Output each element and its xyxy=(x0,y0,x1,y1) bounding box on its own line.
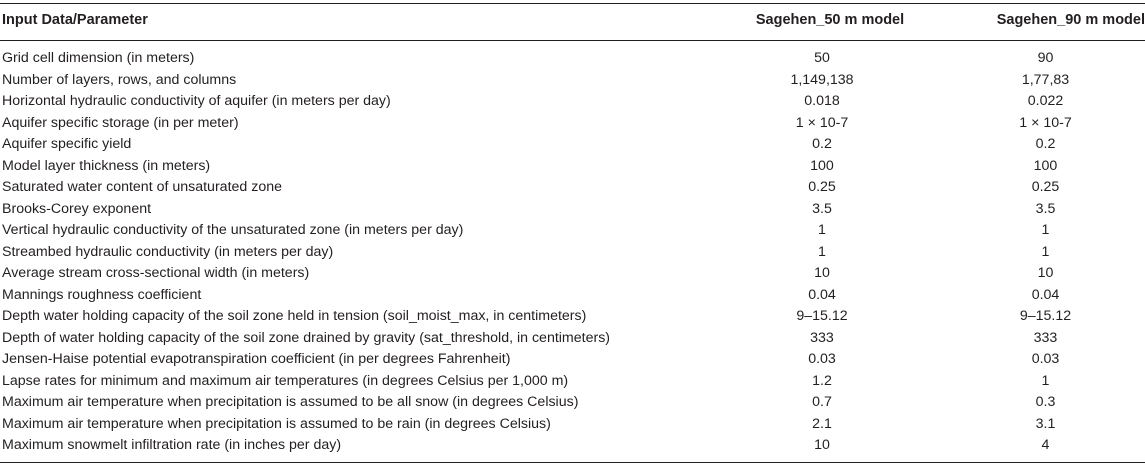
table-row xyxy=(0,435,1145,457)
value-50m-cell: 1.2 xyxy=(812,372,832,389)
header-50m-model: Sagehen_50 m model xyxy=(755,12,905,28)
parameter-cell: Number of layers, rows, and columns xyxy=(2,71,237,88)
parameter-cell: Grid cell dimension (in meters) xyxy=(2,50,195,66)
value-50m-cell: 0.018 xyxy=(804,93,840,109)
value-50m-cell: 0.25 xyxy=(808,179,836,195)
value-50m-cell: 333 xyxy=(810,329,834,346)
table-row xyxy=(0,134,1145,156)
table-row xyxy=(0,414,1145,436)
value-90m-cell: 1 xyxy=(1041,222,1050,238)
value-90m-cell: 100 xyxy=(1033,157,1058,174)
parameter-cell: Aquifer specific yield xyxy=(2,136,132,152)
value-90m-cell: 1 × 10-7 xyxy=(1019,114,1072,131)
value-90m-cell: 3.5 xyxy=(1035,200,1056,217)
table-row xyxy=(0,177,1145,199)
value-90m-cell: 0.25 xyxy=(1031,179,1060,195)
parameter-cell: Brooks-Corey exponent xyxy=(2,200,152,217)
value-90m-cell: 1,77,83 xyxy=(1021,71,1070,88)
parameter-cell: Vertical hydraulic conductivity of the unsaturated zone (in meters per day) xyxy=(2,222,464,238)
table-body xyxy=(0,48,1145,457)
table-row xyxy=(0,263,1145,285)
table-row xyxy=(0,199,1145,221)
table-row xyxy=(0,306,1145,328)
table-row xyxy=(0,328,1145,350)
parameter-cell: Maximum air temperature when precipitation is assumed to be all snow (in degrees Celsius) xyxy=(2,394,579,410)
value-50m-cell: 2.1 xyxy=(812,415,832,432)
value-90m-cell: 90 xyxy=(1037,50,1054,66)
value-50m-cell: 0.7 xyxy=(812,394,832,410)
table-header-rule xyxy=(0,40,1145,41)
table-row xyxy=(0,285,1145,307)
value-50m-cell: 1,149,138 xyxy=(790,71,854,88)
value-50m-cell: 1 × 10-7 xyxy=(795,114,849,131)
value-50m-cell: 9–15.12 xyxy=(796,308,848,324)
table-row xyxy=(0,220,1145,242)
table-row xyxy=(0,113,1145,135)
parameter-cell: Jensen-Haise potential evapotranspiration coefficient (in per degrees Fahrenheit) xyxy=(2,351,511,367)
value-90m-cell: 10 xyxy=(1037,265,1054,281)
table-row xyxy=(0,91,1145,113)
parameter-cell: Maximum snowmelt infiltration rate (in inches per day) xyxy=(2,437,342,453)
value-90m-cell: 1 xyxy=(1041,372,1050,389)
value-90m-cell: 333 xyxy=(1033,329,1058,346)
parameter-cell: Depth water holding capacity of the soil zone held in tension (soil_moist_max, in centimeters) xyxy=(2,308,587,324)
value-50m-cell: 10 xyxy=(814,437,830,453)
parameter-cell: Saturated water content of unsaturated zone xyxy=(2,179,282,195)
value-50m-cell: 100 xyxy=(810,157,834,174)
table-row xyxy=(0,392,1145,414)
value-90m-cell: 9–15.12 xyxy=(1019,308,1072,324)
value-90m-cell: 3.1 xyxy=(1035,415,1056,432)
table-header xyxy=(0,3,1145,40)
table-row xyxy=(0,70,1145,92)
value-50m-cell: 0.04 xyxy=(808,286,836,303)
value-90m-cell: 0.3 xyxy=(1035,394,1056,410)
parameter-cell: Aquifer specific storage (in per meter) xyxy=(2,114,239,131)
value-90m-cell: 0.022 xyxy=(1027,93,1064,109)
table-row xyxy=(0,242,1145,264)
value-50m-cell: 0.03 xyxy=(808,351,836,367)
parameter-cell: Maximum air temperature when precipitation is assumed to be rain (in degrees Celsius) xyxy=(2,415,551,432)
value-50m-cell: 1 xyxy=(818,243,826,260)
value-50m-cell: 50 xyxy=(814,50,830,66)
value-90m-cell: 0.2 xyxy=(1035,136,1056,152)
value-50m-cell: 1 xyxy=(818,222,826,238)
value-50m-cell: 0.2 xyxy=(812,136,832,152)
parameter-cell: Streambed hydraulic conductivity (in meters per day) xyxy=(2,243,334,260)
parameter-cell: Average stream cross-sectional width (in meters) xyxy=(2,265,310,281)
value-50m-cell: 3.5 xyxy=(812,200,832,217)
value-90m-cell: 0.04 xyxy=(1031,286,1060,303)
value-50m-cell: 10 xyxy=(814,265,830,281)
table-row xyxy=(0,371,1145,393)
table-row xyxy=(0,48,1145,70)
value-90m-cell: 4 xyxy=(1041,437,1050,453)
parameter-cell: Depth of water holding capacity of the soil zone drained by gravity (sat_threshold, in centimeters) xyxy=(2,329,611,346)
parameter-cell: Lapse rates for minimum and maximum air temperatures (in degrees Celsius per 1,000 m) xyxy=(2,372,569,389)
header-90m-model: Sagehen_90 m model xyxy=(996,12,1145,28)
table-bottom-rule xyxy=(0,462,1145,463)
parameter-cell: Horizontal hydraulic conductivity of aquifer (in meters per day) xyxy=(2,93,391,109)
value-90m-cell: 1 xyxy=(1041,243,1050,260)
parameter-cell: Mannings roughness coefficient xyxy=(2,286,202,303)
header-parameter: Input Data/Parameter xyxy=(2,12,148,28)
table-row xyxy=(0,349,1145,371)
value-90m-cell: 0.03 xyxy=(1031,351,1060,367)
table-row xyxy=(0,156,1145,178)
parameter-cell: Model layer thickness (in meters) xyxy=(2,157,211,174)
